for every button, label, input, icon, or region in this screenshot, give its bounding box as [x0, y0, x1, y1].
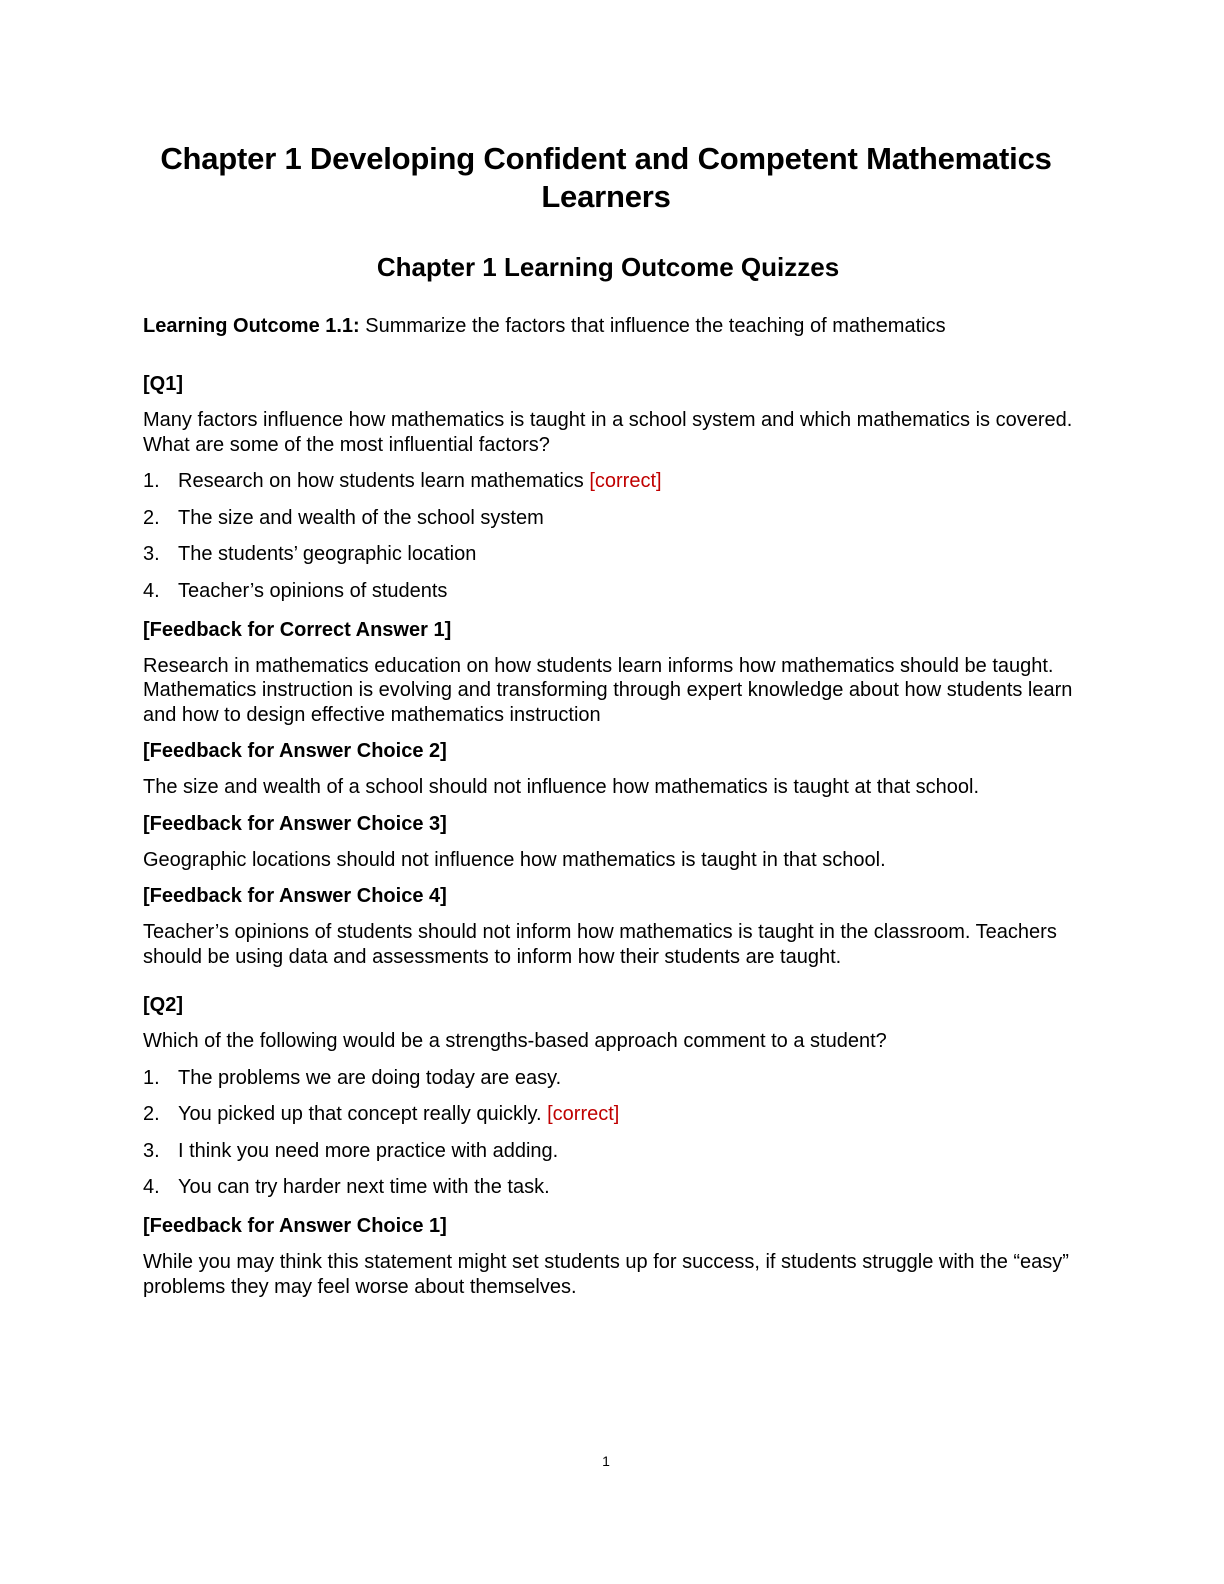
- feedback-heading: [Feedback for Correct Answer 1]: [143, 618, 452, 641]
- learning-outcome-label: Learning Outcome 1.1:: [143, 315, 360, 337]
- document-page: [143, 140, 1073, 1299]
- choice-text: You can try harder next time with the task.: [178, 1176, 550, 1198]
- choice-number: 1.: [143, 1066, 160, 1089]
- choice-item: [143, 1138, 1073, 1164]
- learning-outcome-text: Summarize the factors that influence the teaching of mathematics: [359, 315, 946, 337]
- choice-list-q1: [143, 468, 1073, 604]
- chapter-title: Chapter 1 Developing Confident and Competent Mathematics Learners: [160, 141, 1052, 214]
- learning-outcome: [143, 313, 1073, 339]
- question-text-q1: Many factors influence how mathematics is taught in a school system and which mathematics is covered. What are some of the most influential factors?: [143, 409, 1073, 456]
- feedback-heading: [Feedback for Answer Choice 1]: [143, 1215, 447, 1237]
- feedback-heading: [Feedback for Answer Choice 3]: [143, 812, 447, 835]
- choice-item: [143, 1174, 1073, 1200]
- choice-list-q2: [143, 1065, 1073, 1201]
- choice-item: [143, 1065, 1073, 1091]
- choice-item: [143, 505, 1073, 531]
- correct-tag: [correct]: [589, 470, 662, 492]
- page-number: 1: [602, 1453, 610, 1469]
- section-subtitle: Chapter 1 Learning Outcome Quizzes: [376, 252, 840, 282]
- feedback-text: Teacher’s opinions of students should not inform how mathematics is taught in the classroom. Teachers should be using data and assessments to inform how their students are taught.: [143, 921, 1057, 968]
- choice-item: [143, 541, 1073, 567]
- correct-tag: [correct]: [547, 1103, 620, 1125]
- choice-text: You picked up that concept really quickly.: [178, 1103, 548, 1125]
- choice-item: [143, 578, 1073, 604]
- choice-number: 4.: [143, 1176, 160, 1198]
- choice-text: Research on how students learn mathematics: [178, 470, 590, 492]
- choice-number: 2.: [143, 1103, 160, 1125]
- choice-number: 1.: [143, 470, 160, 492]
- choice-item: [143, 468, 1073, 494]
- choice-number: 3.: [143, 1139, 160, 1162]
- feedback-text: Geographic locations should not influence how mathematics is taught in that school.: [143, 848, 886, 871]
- choice-text: The size and wealth of the school system: [178, 506, 544, 529]
- feedback-text: While you may think this statement might set students up for success, if students struggle with the “easy” problems they may feel worse about themselves.: [143, 1251, 1069, 1298]
- choice-number: 3.: [143, 543, 160, 565]
- choice-text: Teacher’s opinions of students: [178, 579, 448, 602]
- question-label-q1: [Q1]: [143, 373, 183, 395]
- question-text-q2: Which of the following would be a strengths-based approach comment to a student?: [143, 1030, 887, 1052]
- choice-number: 4.: [143, 579, 160, 602]
- choice-text: The students’ geographic location: [178, 543, 477, 565]
- feedback-heading: [Feedback for Answer Choice 4]: [143, 885, 447, 907]
- choice-text: The problems we are doing today are easy.: [178, 1066, 562, 1089]
- question-label-q2: [Q2]: [143, 994, 183, 1016]
- feedback-text: Research in mathematics education on how students learn informs how mathematics should be taught. Mathematics instruction is evolving and transforming through expert knowledge about how students learn and how to design effective mathematics instruction: [143, 654, 1073, 726]
- feedback-text: The size and wealth of a school should not influence how mathematics is taught at that school.: [143, 776, 980, 798]
- choice-number: 2.: [143, 506, 160, 529]
- choice-text: I think you need more practice with adding.: [178, 1139, 559, 1162]
- feedback-heading: [Feedback for Answer Choice 2]: [143, 740, 447, 762]
- choice-item: [143, 1101, 1073, 1127]
